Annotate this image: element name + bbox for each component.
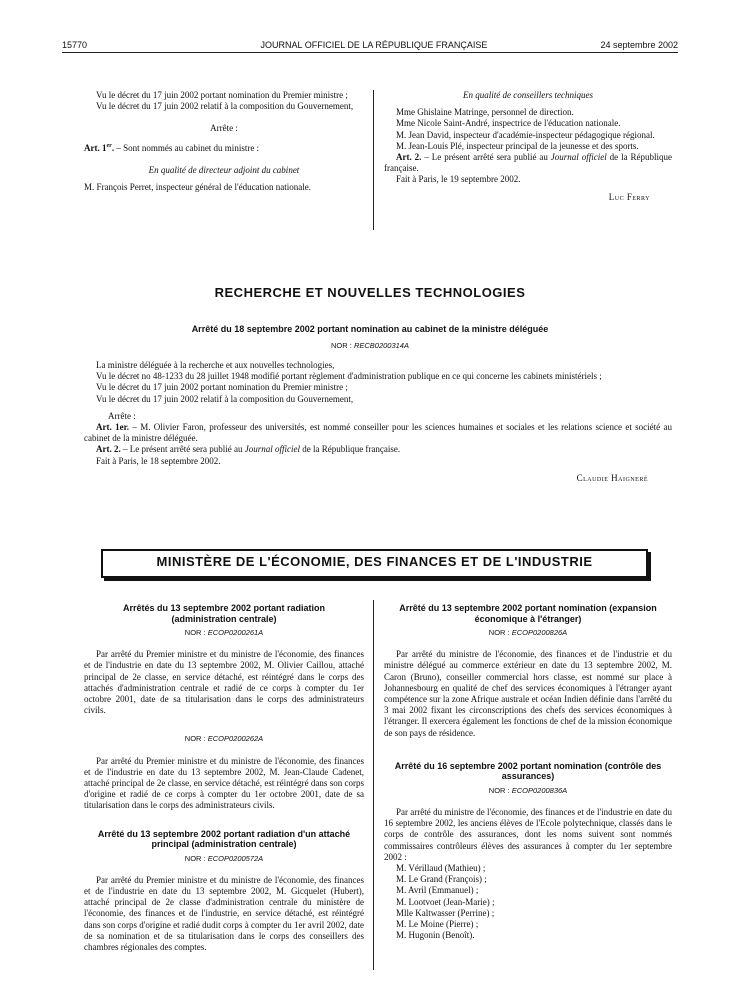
francois-perret: M. François Perret, inspecteur général de l'éducation nationale. [84,182,312,193]
top-right-column [384,90,672,203]
header-rule [62,52,678,53]
arrete-nomination-etranger-title: Arrêté du 13 septembre 2002 portant nomination (expansion économique à l'étranger) [399,603,657,624]
nor-ecop261: NOR : ECOP0200261A [184,628,264,637]
section-recherche: RECHERCHE ET NOUVELLES TECHNOLOGIES [214,285,526,300]
name-list-item: M. Le Moine (Pierre) ; [396,919,479,930]
journal-officiel-ref-2: Journal officiel [244,444,300,455]
issue-date: 24 septembre 2002 [600,40,678,50]
nor-ecop836: NOR : ECOP0200836A [488,785,568,795]
arrete-title-recherche: Arrêté du 18 septembre 2002 portant nomination au cabinet de la ministre déléguée [191,324,549,334]
art2-tail: de la République française. [384,152,672,174]
nor-code-572: ECOP0200572A [207,853,264,863]
arretes-radiation-title: Arrêtés du 13 septembre 2002 portant radiation (administration centrale) [122,603,326,624]
caron-paragraph: Par arrêté du ministre de l'économie, des finances et de l'industrie et du ministre délégué au commerce extérieur en date du 13 septembre 2002, M. Caron (Bruno), conseiller commercial hors classe, est nommé sur place à Johannesbourg en qualité de chef des services économiques à l'étranger ayant compétence sur la zone Afrique australe et océan Indien définie dans l'arrêté du 3 mai 2002 fixant les circonscriptions des chefs des services économiques à l'étranger. Il exercera également les fonctions de chef de la mission économique de son pays de résidence. [384,649,672,738]
conseiller-4: M. Jean-Louis Plé, inspecteur principal de la jeunesse et des sports. [396,140,639,151]
signature-haignere: Claudie Haigneré [576,472,648,483]
nor-code-836: ECOP0200836A [511,785,568,795]
article-1: Art. 1er. – Sont nommés au cabinet du ministre : [84,142,260,153]
recherche-body [84,360,672,484]
nor-recherche [62,340,678,351]
fait-a-paris: Fait à Paris, le 19 septembre 2002. [396,174,521,185]
name-list-item: M. Hugonin (Benoît). [396,930,475,941]
vu-gouvernement-2: Vu le décret du 17 juin 2002 relatif à la composition du Gouvernement, [96,393,354,404]
nor-code: RECB0200314A [353,341,409,350]
arrete-controle-assurances-title: Arrêté du 16 septembre 2002 portant nomination (contrôle des assurances) [394,760,662,782]
page-number: 15770 [62,40,88,50]
lower-left-column [84,603,364,953]
art1-label-recherche: Art. 1er. [96,422,129,433]
name-list-item: Mlle Kaltwasser (Perrine) ; [396,907,495,918]
vu-decret-1948: Vu le décret no 48-1233 du 28 juillet 1948 modifié portant règlement d'administration publique en ce qui concerne les cabinets ministériels ; [96,371,602,382]
nor-code-262: ECOP0200262A [207,734,264,744]
assurances-paragraph: Par arrêté du ministre de l'économie, des finances et de l'industrie en date du 16 septembre 2002, les anciens élèves de l'Ecole polytechnique, classés dans le corps de contrôle des assurances, dont les noms suivent sont nommés commissaires contrôleurs élèves des assurances à compter du 1er septembre 2002 : [384,807,672,862]
ministry-box [101,549,648,578]
art2-label: Art. 2. [396,152,422,163]
conseiller-2: Mme Nicole Saint-André, inspectrice de l'éducation nationale. [396,118,621,129]
arrete-radiation-attache-title: Arrêté du 13 septembre 2002 portant radiation d'un attaché principal (administration centrale) [97,828,351,850]
art2-text: – Le présent arrêté sera publié au [421,152,551,163]
conseillers-heading: En qualité de conseillers techniques [463,90,593,100]
nor-ecop826: NOR : ECOP0200826A [488,628,568,637]
top-left-column [84,90,364,193]
ministre-deleguee: La ministre déléguée à la recherche et aux nouvelles technologies, [96,360,335,370]
cadenet-paragraph: Par arrêté du Premier ministre et du ministre de l'économie, des finances et de l'industrie en date du 13 septembre 2002, M. Jean-Claude Cadenet, attaché principal de 2e classe, en service détaché, est réintégré dans son corps d'origine et radié de ce corps à compter du 1er octobre 2001, date de sa titularisation dans le corps des administrateurs civils. [84,755,364,811]
name-list-item: M. Le Grand (François) ; [396,874,487,885]
gicquelet-paragraph: Par arrêté du Premier ministre et du ministre de l'économie, des finances et de l'industrie en date du 13 septembre 2002, M. Gicquelet (Hubert), attaché principal de 2e classe d'administration centrale du ministère de l'économie, des finances et de l'industrie, en service détaché, est réintégré dans son corps d'origine et radié dudit corps à compter du 1er avril 2002, date de sa nomination et de sa titularisation dans le corps des conseillers des chambres régionales des comptes. [84,874,364,953]
article-1-recherche [84,422,672,444]
article-2 [384,152,672,174]
arrete-label-2: Arrête : [108,410,136,421]
art2-label-recherche: Art. 2. [96,444,121,455]
caillou-paragraph: Par arrêté du Premier ministre et du ministre de l'économie, des finances et de l'industrie en date du 13 septembre 2002, M. Olivier Caillou, attaché principal de 2e classe, en service détaché, est réintégré dans le corps des attachés d'administration centrale et radié de ce corps à compter du 1er octobre 2001, date de sa titularisation dans le corps des administrateurs civils. [84,649,364,716]
conseiller-1: Mme Ghislaine Matringe, personnel de direction. [396,107,574,118]
fait-a-paris-2: Fait à Paris, le 18 septembre 2002. [96,455,221,466]
name-list-item: M. Vérillaud (Mathieu) ; [396,863,486,874]
nor-label: NOR : [331,341,354,350]
column-divider-bottom [373,600,374,970]
journal-officiel-ref: Journal officiel [550,152,607,163]
art1-text-recherche: – M. Olivier Faron, professeur des universités, est nommé conseiller pour les sciences humaines et sociales et les relations science et société au cabinet de la ministre déléguée. [84,422,672,444]
nor-code-826: ECOP0200826A [511,628,568,637]
section-ministere: MINISTÈRE DE L'ÉCONOMIE, DES FINANCES ET DE L'INDUSTRIE [156,554,593,569]
nor-ecop572: NOR : ECOP0200572A [184,853,264,863]
art2-tail-recherche: de la République française. [299,444,401,455]
lower-right-column [384,603,672,941]
directeur-adjoint-heading: En qualité de directeur adjoint du cabinet [148,164,300,175]
vu-gouvernement: Vu le décret du 17 juin 2002 relatif à la composition du Gouvernement, [96,101,354,112]
article-2-recherche [84,444,672,455]
vu-premier-ministre-2: Vu le décret du 17 juin 2002 portant nomination du Premier ministre ; [96,382,348,393]
art1-label: Art. 1er. [84,142,115,153]
name-list-item: M. Lootvoet (Jean-Marie) ; [396,896,495,907]
column-divider-top [373,90,374,230]
nor-code-261: ECOP0200261A [207,628,264,637]
arrete-label: Arrête : [210,123,238,134]
art2-text-recherche: – Le présent arrêté sera publié au [120,444,245,455]
vu-premier-ministre: Vu le décret du 17 juin 2002 portant nomination du Premier ministre ; [96,90,348,100]
signature-ferry: Luc Ferry [608,191,650,202]
name-list-item: M. Avril (Emmanuel) ; [396,885,479,896]
conseiller-3: M. Jean David, inspecteur d'académie-inspecteur pédagogique régional. [396,129,655,140]
journal-title: JOURNAL OFFICIEL DE LA RÉPUBLIQUE FRANÇAISE [260,40,488,50]
nor-ecop262: NOR : ECOP0200262A [184,734,264,744]
